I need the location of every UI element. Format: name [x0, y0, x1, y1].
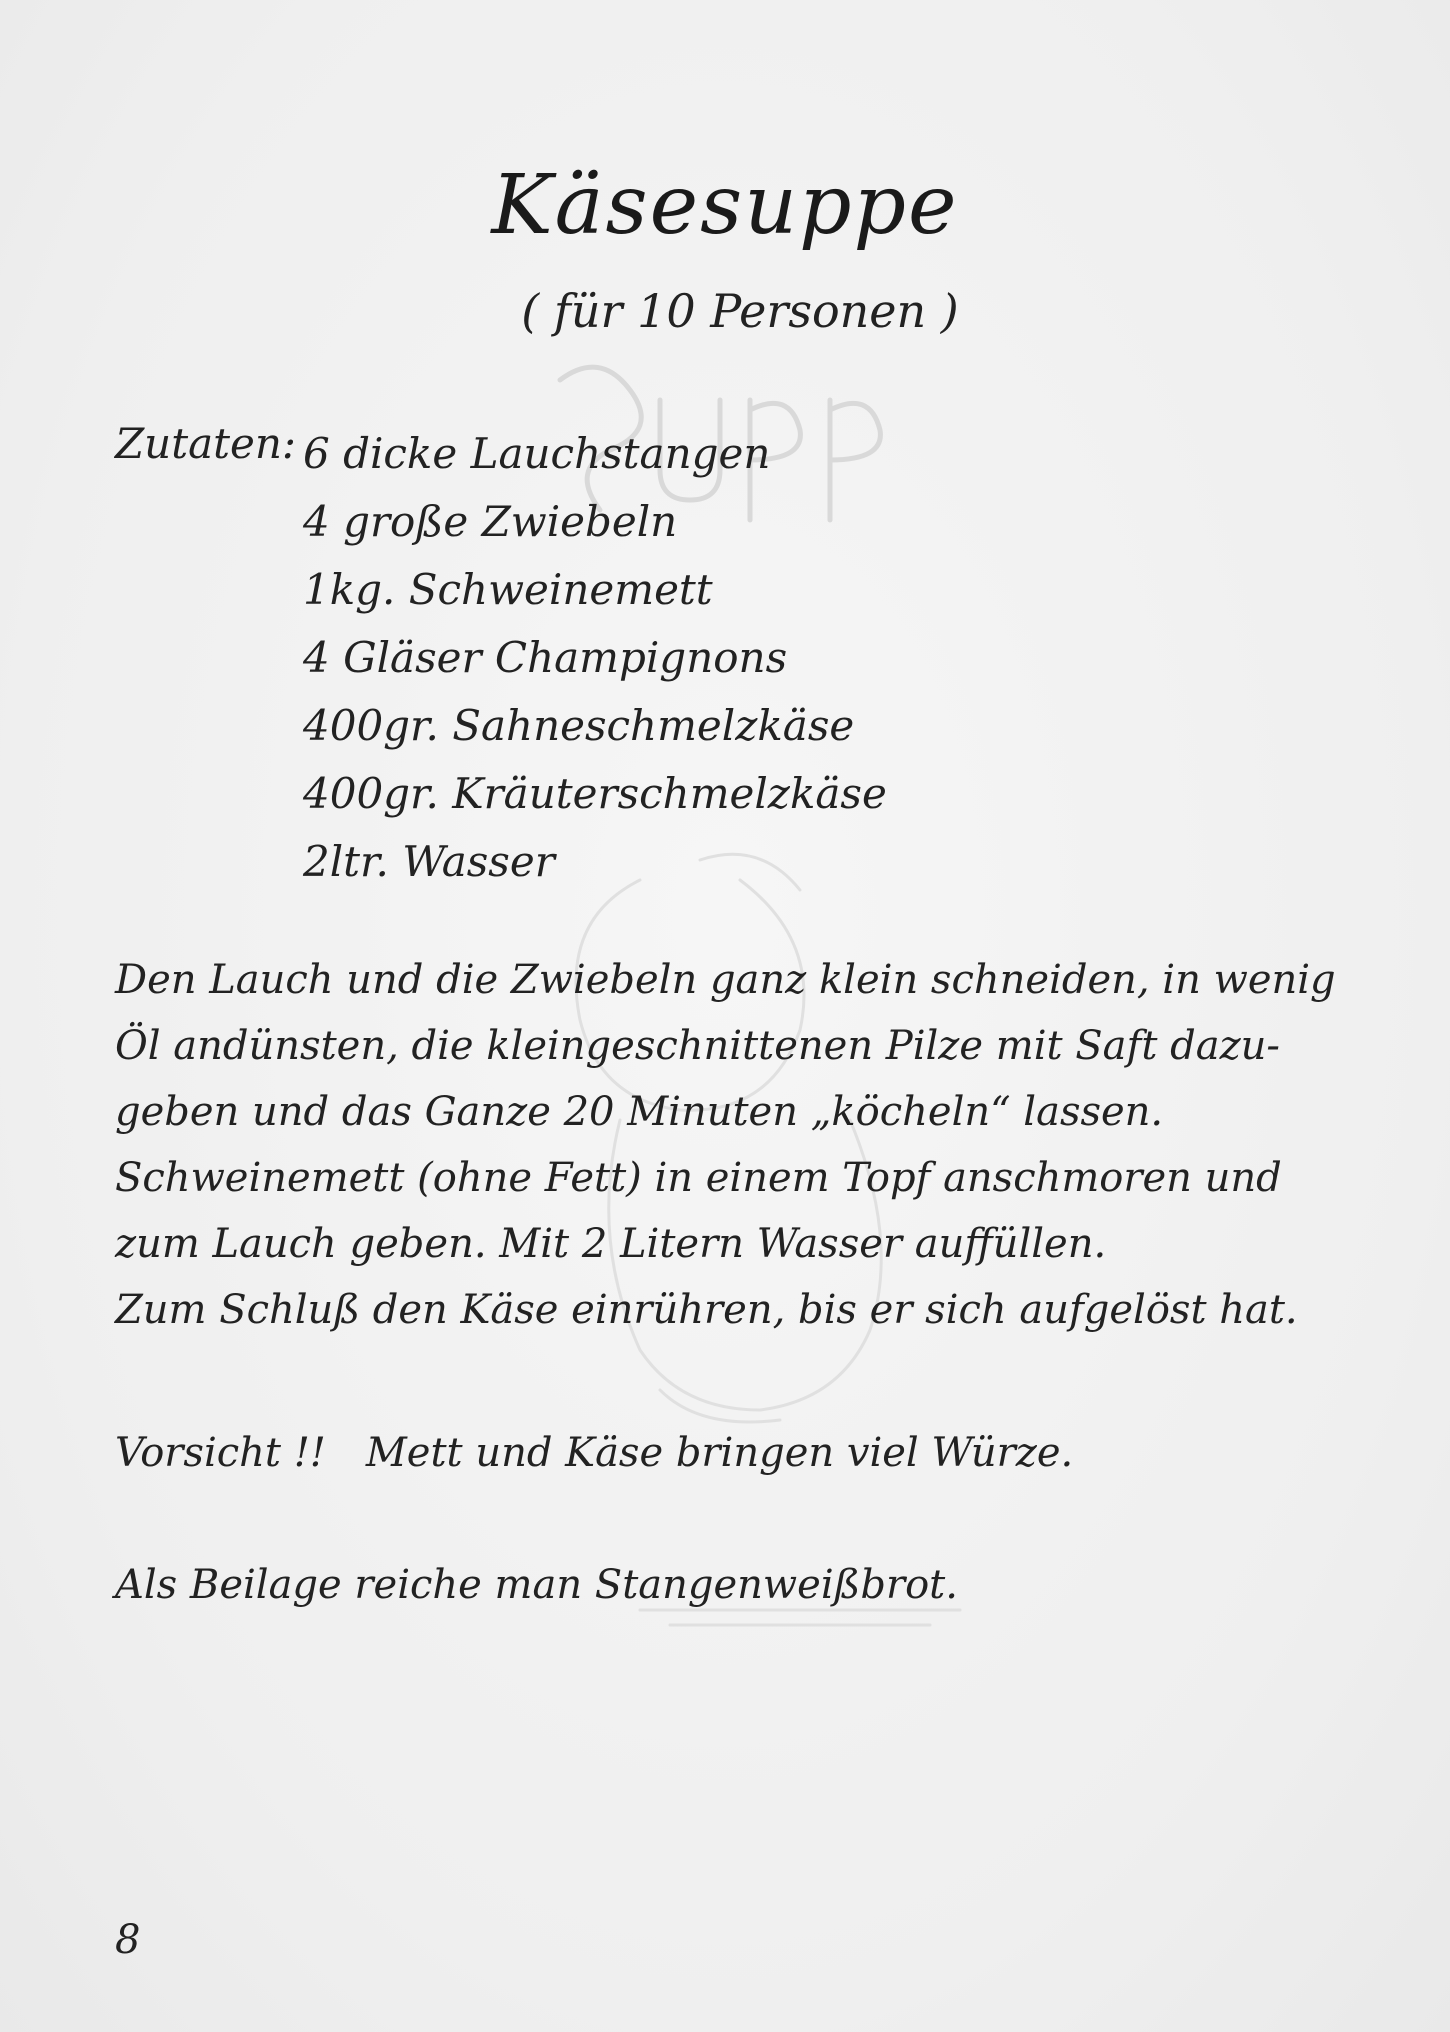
ingredient-item: 6 dicke Lauchstangen	[303, 429, 771, 478]
ingredient-item: 400gr. Kräuterschmelzkäse	[303, 769, 887, 818]
ingredients-label: Zutaten:	[115, 419, 297, 468]
warning-label: Vorsicht !!	[115, 1430, 326, 1476]
ingredients-list	[303, 420, 887, 896]
instruction-line: Öl andünsten, die kleingeschnittenen Pilze mit Saft dazu-	[115, 1023, 1280, 1069]
ingredient-item: 1kg. Schweinemett	[303, 565, 713, 614]
page-number: 8	[115, 1917, 141, 1963]
warning-text: Mett und Käse bringen viel Würze.	[365, 1430, 1074, 1476]
side-dish-note: Als Beilage reiche man Stangenweißbrot.	[115, 1562, 958, 1608]
ingredient-item: 4 große Zwiebeln	[303, 497, 678, 546]
instruction-line: geben und das Ganze 20 Minuten „köcheln“ lassen.	[115, 1089, 1164, 1135]
instruction-line: Den Lauch und die Zwiebeln ganz klein schneiden, in wenig	[115, 957, 1336, 1003]
ingredient-item: 400gr. Sahneschmelzkäse	[303, 701, 855, 750]
ingredient-item: 4 Gläser Champignons	[303, 633, 788, 682]
recipe-subtitle: ( für 10 Personen )	[521, 284, 959, 338]
recipe-title: Käsesuppe	[491, 158, 959, 253]
instruction-line: Zum Schluß den Käse einrühren, bis er sich aufgelöst hat.	[115, 1287, 1298, 1333]
instructions-paragraph	[115, 947, 1336, 1343]
instruction-line: Schweinemett (ohne Fett) in einem Topf anschmoren und	[115, 1155, 1282, 1201]
instruction-line: zum Lauch geben. Mit 2 Litern Wasser auffüllen.	[115, 1221, 1107, 1267]
warning-note	[115, 1420, 1240, 1486]
ingredient-item: 2ltr. Wasser	[303, 837, 555, 886]
